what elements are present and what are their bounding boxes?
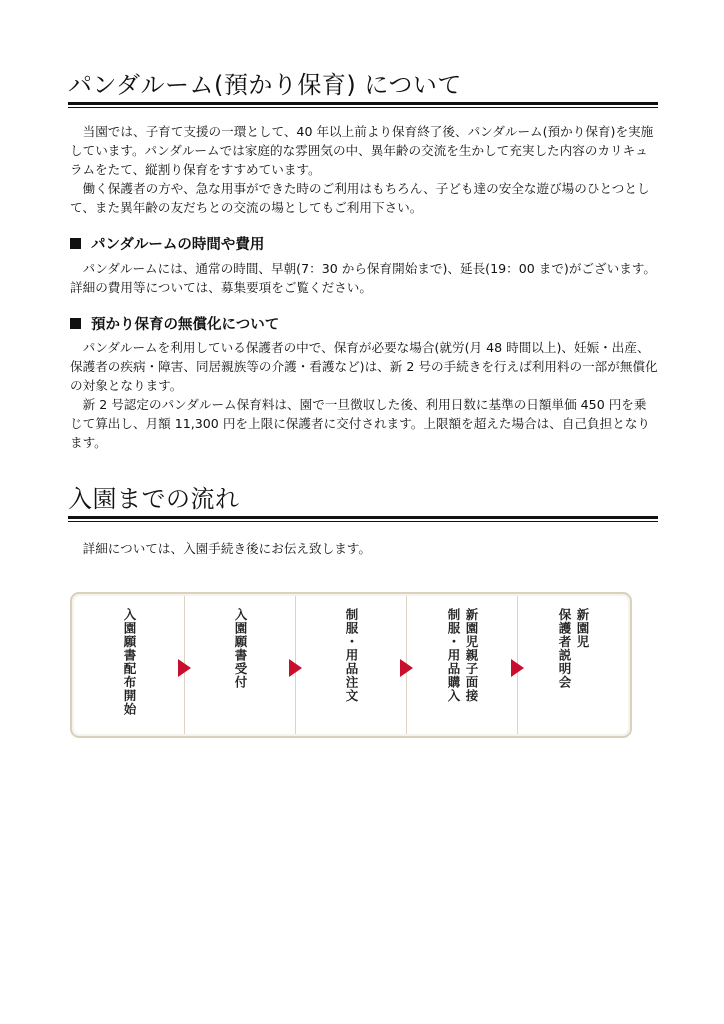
heading-rule-thin — [68, 107, 658, 108]
section-heading-enrollment-flow — [68, 484, 658, 522]
enrollment-note: 詳細については、入園手続き後にお伝え致します。 — [82, 541, 371, 556]
square-bullet-icon — [70, 238, 81, 249]
heading-rule-thin — [68, 521, 658, 522]
flow-step-text: 入園願書受付 — [233, 608, 248, 689]
subheading-label: パンダルームの時間や費用 — [91, 237, 265, 253]
flow-step-text: 入園願書配布開始 — [122, 608, 137, 716]
square-bullet-icon — [70, 318, 81, 329]
subheading-time-fee — [70, 235, 658, 255]
time-fee-paragraph: パンダルームには、通常の時間、早朝(7：30 から保育開始まで)、延長(19：00 まで)がございます。詳細の費用等については、募集要項をご覧ください。 — [70, 261, 656, 295]
flow-step-text: 新園児 — [575, 608, 590, 649]
right-arrow-icon — [511, 659, 524, 677]
right-arrow-icon — [400, 659, 413, 677]
intro-paragraph-2: 働く保護者の方や、急な用事ができた時のご利用はもちろん、子ども達の安全な遊び場のひとつとして、また異年齢の友だちとの交流の場としてもご利用下さい。 — [70, 181, 650, 215]
right-arrow-icon — [289, 659, 302, 677]
flow-step-label — [518, 608, 628, 724]
heading-rule-thick — [68, 102, 658, 105]
flow-steps — [74, 596, 628, 734]
right-arrow-icon — [178, 659, 191, 677]
flow-step-label — [74, 608, 184, 724]
flow-step-label — [296, 608, 406, 724]
flow-step-4 — [406, 596, 517, 734]
subheading-free-care — [70, 315, 658, 335]
flow-step-text: 新園児親子面接 — [464, 608, 479, 703]
free-care-paragraph-1: パンダルームを利用している保護者の中で、保育が必要な場合(就労(月 48 時間以上)、妊娠・出産、保護者の疾病・障害、同居親族等の介護・看護など)は、新 2 号の手続きを行えば利用料の一部が無償化の対象となります。 — [70, 340, 658, 393]
flow-step-3 — [295, 596, 406, 734]
flow-step-5 — [517, 596, 628, 734]
enrollment-flow-chart — [70, 592, 632, 738]
flow-step-text: 保護者説明会 — [557, 608, 572, 689]
flow-step-text: 制服・用品購入 — [446, 608, 461, 703]
flow-step-label — [185, 608, 295, 724]
section-heading-panda-room — [68, 70, 658, 108]
section-title: 入園までの流れ — [68, 485, 240, 513]
subheading-label: 預かり保育の無償化について — [91, 317, 280, 333]
flow-step-1 — [74, 596, 184, 734]
free-care-paragraph-2: 新 2 号認定のパンダルーム保育料は、園で一旦徴収した後、利用日数に基準の日額単価 450 円を乗じて算出し、月額 11,300 円を上限に保護者に交付されます。上限額を超えた場合は、自己負担となります。 — [70, 397, 651, 450]
flow-step-label — [407, 608, 517, 724]
section-title: パンダルーム(預かり保育) について — [68, 71, 462, 99]
flow-step-text: 制服・用品注文 — [344, 608, 359, 703]
heading-rule-thick — [68, 516, 658, 519]
flow-step-2 — [184, 596, 295, 734]
intro-paragraph-1: 当園では、子育て支援の一環として、40 年以上前より保育終了後、パンダルーム(預かり保育)を実施しています。パンダルームでは家庭的な雰囲気の中、異年齢の交流を生かして充実した内容のカリキュラムをたて、縦割り保育をすすめています。 — [70, 124, 654, 177]
